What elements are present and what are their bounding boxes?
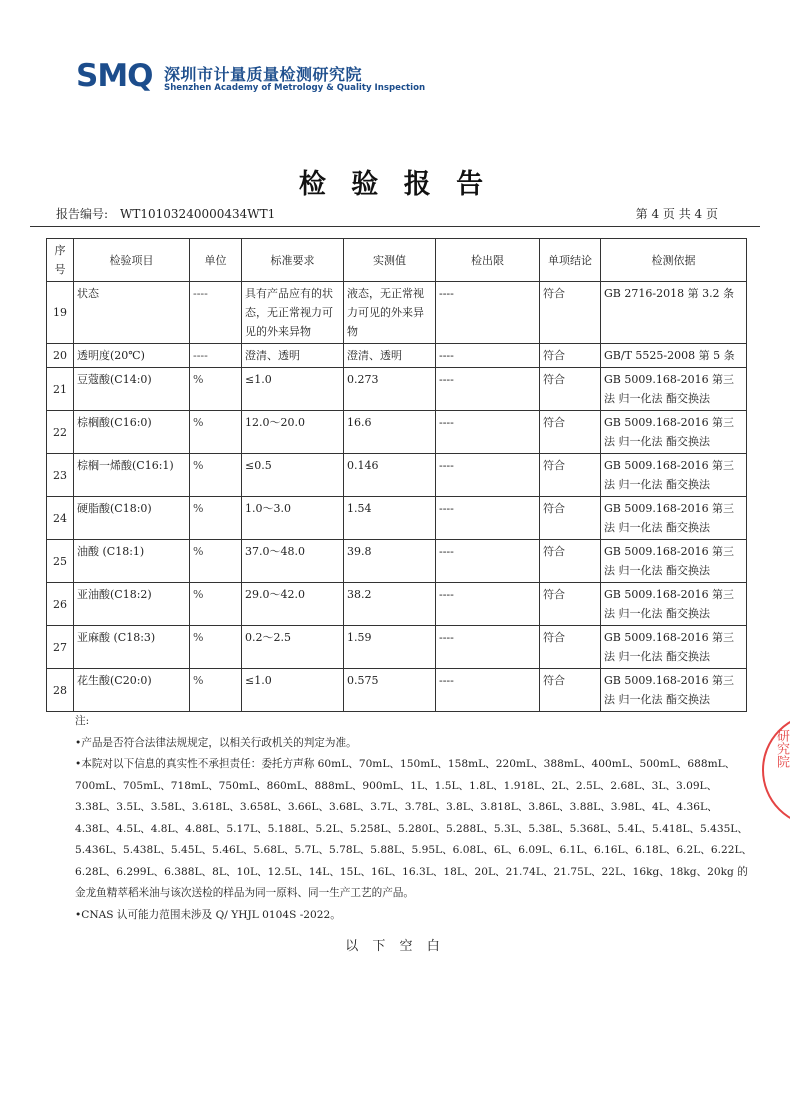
cell-unit: % xyxy=(190,540,242,583)
cell-measured: 39.8 xyxy=(344,540,436,583)
cell-conclusion: 符合 xyxy=(540,411,601,454)
cell-no: 19 xyxy=(47,282,74,344)
col-header-item: 检验项目 xyxy=(74,239,190,282)
note-line: •产品是否符合法律法规规定，以相关行政机关的判定为准。 xyxy=(75,736,357,749)
cell-no: 21 xyxy=(47,368,74,411)
institute-logo xyxy=(76,58,426,98)
cell-measured: 澄清、透明 xyxy=(344,344,436,368)
cell-requirement: ≤1.0 xyxy=(242,368,344,411)
cell-no: 26 xyxy=(47,583,74,626)
cell-conclusion: 符合 xyxy=(540,368,601,411)
cell-item: 状态 xyxy=(74,282,190,344)
col-header-limit: 检出限 xyxy=(436,239,540,282)
table-row xyxy=(47,583,747,626)
report-number-label: 报告编号: xyxy=(56,207,109,221)
cell-item: 棕榈一烯酸(C16:1) xyxy=(74,454,190,497)
cell-basis: GB 5009.168-2016 第三法 归一化法 酯交换法 xyxy=(601,411,747,454)
table-row xyxy=(47,344,747,368)
cell-conclusion: 符合 xyxy=(540,540,601,583)
cell-measured: 1.59 xyxy=(344,626,436,669)
cell-conclusion: 符合 xyxy=(540,344,601,368)
cell-unit: ---- xyxy=(190,344,242,368)
cell-no: 22 xyxy=(47,411,74,454)
cell-item: 亚麻酸 (C18:3) xyxy=(74,626,190,669)
cell-conclusion: 符合 xyxy=(540,497,601,540)
results-table xyxy=(46,238,747,712)
col-header-conclusion: 单项结论 xyxy=(540,239,601,282)
cell-conclusion: 符合 xyxy=(540,454,601,497)
cell-measured: 16.6 xyxy=(344,411,436,454)
cell-conclusion: 符合 xyxy=(540,583,601,626)
cell-basis: GB 5009.168-2016 第三法 归一化法 酯交换法 xyxy=(601,583,747,626)
institute-name-cn: 深圳市计量质量检测研究院 xyxy=(164,65,363,84)
cell-measured: 1.54 xyxy=(344,497,436,540)
table-row xyxy=(47,282,747,344)
cell-measured: 0.273 xyxy=(344,368,436,411)
cell-requirement: 澄清、透明 xyxy=(242,344,344,368)
cell-item: 亚油酸(C18:2) xyxy=(74,583,190,626)
table-row xyxy=(47,411,747,454)
col-header-requirement: 标准要求 xyxy=(242,239,344,282)
cell-no: 27 xyxy=(47,626,74,669)
cell-no: 28 xyxy=(47,669,74,712)
col-header-measured: 实测值 xyxy=(344,239,436,282)
report-number-value: WT10103240000434WT1 xyxy=(120,207,276,221)
cell-requirement: 具有产品应有的状态，无正常视力可见的外来异物 xyxy=(242,282,344,344)
cell-measured: 液态，无正常视力可见的外来异物 xyxy=(344,282,436,344)
cell-limit: ---- xyxy=(436,583,540,626)
cell-limit: ---- xyxy=(436,669,540,712)
cell-item: 透明度(20℃) xyxy=(74,344,190,368)
cell-unit: % xyxy=(190,669,242,712)
cell-requirement: 0.2～2.5 xyxy=(242,626,344,669)
table-row xyxy=(47,368,747,411)
logo-abbr: SMQ xyxy=(76,58,153,94)
table-row xyxy=(47,626,747,669)
col-header-no: 序号 xyxy=(47,239,74,282)
cell-item: 花生酸(C20:0) xyxy=(74,669,190,712)
cell-basis: GB 2716-2018 第 3.2 条 xyxy=(601,282,747,344)
cell-requirement: ≤0.5 xyxy=(242,454,344,497)
cell-item: 硬脂酸(C18:0) xyxy=(74,497,190,540)
notes-heading: 注: xyxy=(75,715,90,727)
cell-measured: 0.146 xyxy=(344,454,436,497)
page-info: 第 4 页 共 4 页 xyxy=(635,207,718,221)
stamp-text: 研究院 xyxy=(774,729,789,768)
cell-conclusion: 符合 xyxy=(540,626,601,669)
cell-no: 25 xyxy=(47,540,74,583)
notes xyxy=(75,711,755,926)
table-row xyxy=(47,540,747,583)
cell-item: 油酸 (C18:1) xyxy=(74,540,190,583)
cell-measured: 38.2 xyxy=(344,583,436,626)
table-header-row xyxy=(47,239,747,282)
cell-unit: % xyxy=(190,368,242,411)
report-number xyxy=(56,205,275,222)
cell-basis: GB 5009.168-2016 第三法 归一化法 酯交换法 xyxy=(601,454,747,497)
cell-limit: ---- xyxy=(436,344,540,368)
table-row xyxy=(47,669,747,712)
cell-no: 23 xyxy=(47,454,74,497)
col-header-unit: 单位 xyxy=(190,239,242,282)
cell-limit: ---- xyxy=(436,368,540,411)
cell-basis: GB 5009.168-2016 第三法 归一化法 酯交换法 xyxy=(601,497,747,540)
cell-measured: 0.575 xyxy=(344,669,436,712)
cell-requirement: 29.0～42.0 xyxy=(242,583,344,626)
cell-requirement: 12.0～20.0 xyxy=(242,411,344,454)
cell-no: 24 xyxy=(47,497,74,540)
cell-no: 20 xyxy=(47,344,74,368)
cell-basis: GB 5009.168-2016 第三法 归一化法 酯交换法 xyxy=(601,626,747,669)
cell-item: 棕榈酸(C16:0) xyxy=(74,411,190,454)
cell-limit: ---- xyxy=(436,540,540,583)
cell-item: 豆蔻酸(C14:0) xyxy=(74,368,190,411)
cell-requirement: ≤1.0 xyxy=(242,669,344,712)
cell-unit: % xyxy=(190,497,242,540)
cell-unit: % xyxy=(190,411,242,454)
cell-conclusion: 符合 xyxy=(540,282,601,344)
cell-basis: GB 5009.168-2016 第三法 归一化法 酯交换法 xyxy=(601,540,747,583)
cell-limit: ---- xyxy=(436,626,540,669)
official-stamp xyxy=(762,713,790,827)
cell-limit: ---- xyxy=(436,282,540,344)
cell-unit: ---- xyxy=(190,282,242,344)
institute-name-en: Shenzhen Academy of Metrology & Quality Inspection xyxy=(164,83,426,93)
cell-unit: % xyxy=(190,626,242,669)
note-line: •CNAS 认可能力范围未涉及 Q/ YHJL 0104S -2022。 xyxy=(75,908,341,921)
end-of-report: 以 下 空 白 xyxy=(345,939,445,954)
col-header-basis: 检测依据 xyxy=(601,239,747,282)
cell-limit: ---- xyxy=(436,454,540,497)
table-row xyxy=(47,454,747,497)
cell-unit: % xyxy=(190,454,242,497)
cell-basis: GB 5009.168-2016 第三法 归一化法 酯交换法 xyxy=(601,669,747,712)
table-row xyxy=(47,497,747,540)
cell-requirement: 37.0～48.0 xyxy=(242,540,344,583)
cell-limit: ---- xyxy=(436,411,540,454)
cell-basis: GB/T 5525-2008 第 5 条 xyxy=(601,344,747,368)
cell-conclusion: 符合 xyxy=(540,669,601,712)
cell-basis: GB 5009.168-2016 第三法 归一化法 酯交换法 xyxy=(601,368,747,411)
report-title: 检 验 报 告 xyxy=(298,169,492,200)
note-line: •本院对以下信息的真实性不承担责任：委托方声称 60mL、70mL、150mL、158mL、220mL、388mL、400mL、500mL、688mL、700mL、705mL、718mL、750mL、860mL、888mL、900mL、1L、1.5L、1.8L、1.918L、2L、2.5L、2.68L、3L、3.09L、3.38L、3.5L、3.58L、3.618L、3.658L、3.66L、3.68L、3.7L、3.78L、3.8L、3.818L、3.86L、3.88L、3.98L、4L、4.36L、4.38L、4.5L、4.8L、4.88L、5.17L、5.188L、5.2L、5.258L、5.280L、5.288L、5.3L、5.38L、5.368L、5.4L、5.418L、5.435L、5.436L、5.438L、5.45L、5.46L、5.68L、5.7L、5.78L、5.88L、5.95L、6.08L、6L、6.09L、6.1L、6.16L、6.18L、6.2L、6.22L、6.28L、6.299L、6.388L、8L、10L、12.5L、14L、15L、16L、16.3L、18L、20L、21.74L、21.75L、22L、16kg、18kg、20kg 的金龙鱼精萃稻米油与该次送检的样品为同一原料、同一生产工艺的产品。 xyxy=(75,758,753,899)
cell-limit: ---- xyxy=(436,497,540,540)
header-divider xyxy=(30,226,760,227)
cell-requirement: 1.0～3.0 xyxy=(242,497,344,540)
cell-unit: % xyxy=(190,583,242,626)
